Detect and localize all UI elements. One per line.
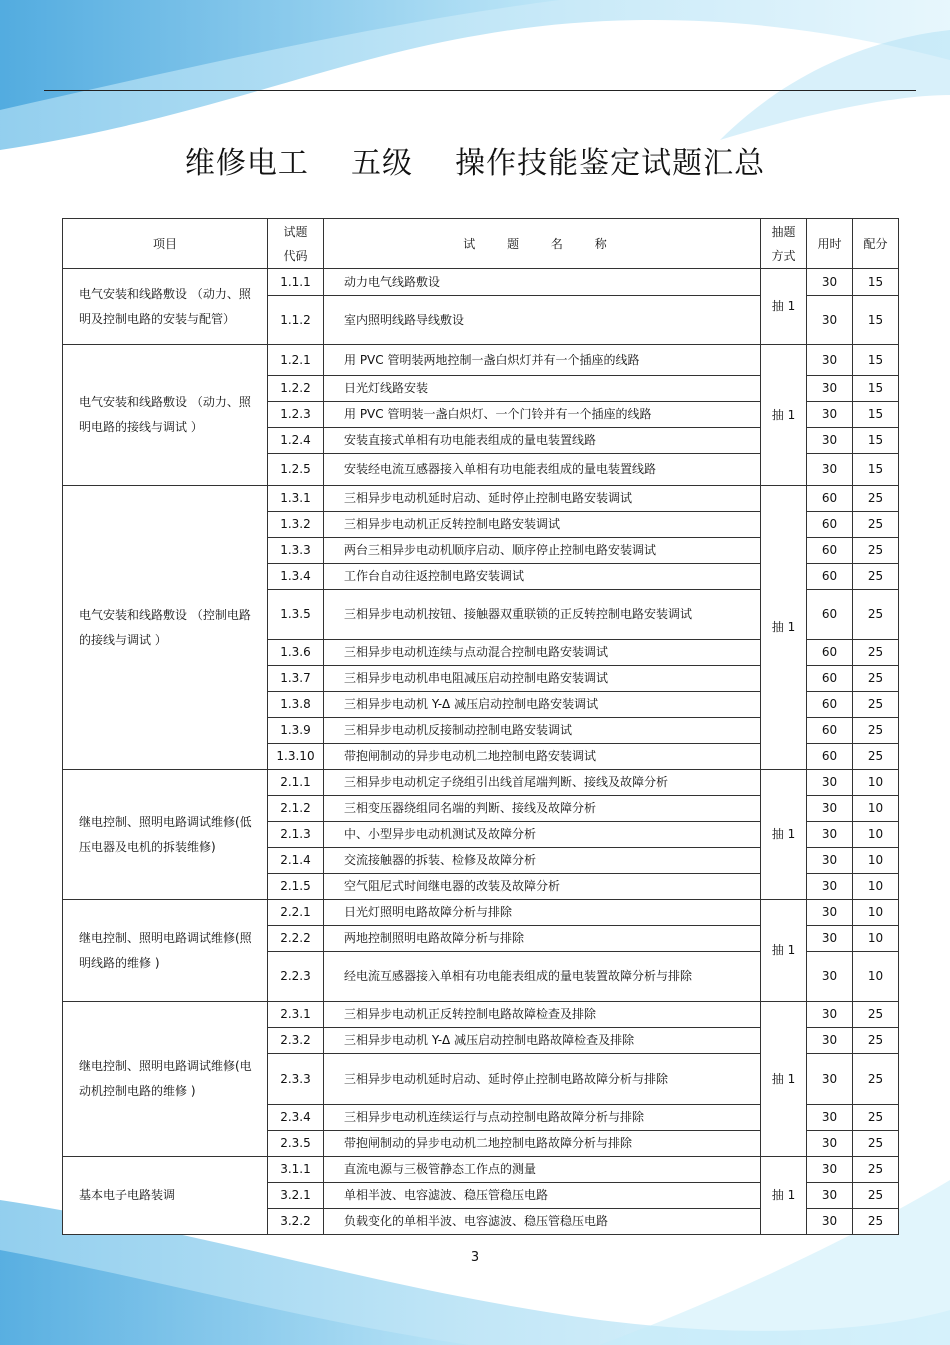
name-cell: 三相异步电动机连续与点动混合控制电路安装调试 <box>324 640 761 666</box>
category-cell: 继电控制、照明电路调试维修(照明线路的维修 ) <box>63 900 268 1002</box>
code-cell: 2.3.4 <box>268 1105 324 1131</box>
time-cell: 30 <box>807 1054 853 1105</box>
time-cell: 30 <box>807 848 853 874</box>
score-cell: 10 <box>853 926 899 952</box>
header-code-line1: 试题 <box>283 224 308 239</box>
table-row <box>63 1002 899 1028</box>
name-cell: 三相异步电动机定子绕组引出线首尾端判断、接线及故障分析 <box>324 770 761 796</box>
method-cell: 抽 1 <box>761 486 807 770</box>
time-cell: 60 <box>807 538 853 564</box>
category-cell: 电气安装和线路敷设 （控制电路的接线与调试 ） <box>63 486 268 770</box>
code-cell: 1.3.6 <box>268 640 324 666</box>
page-title: 维修电工 五级 操作技能鉴定试题汇总 <box>184 146 766 181</box>
header-code <box>268 219 324 269</box>
score-cell: 25 <box>853 1131 899 1157</box>
score-cell: 10 <box>853 770 899 796</box>
score-cell: 15 <box>853 428 899 454</box>
score-cell: 25 <box>853 590 899 640</box>
header-method-line2: 方式 <box>771 248 796 263</box>
name-cell: 安装经电流互感器接入单相有功电能表组成的量电装置线路 <box>324 454 761 486</box>
header-score: 配分 <box>853 219 899 269</box>
table-row <box>63 770 899 796</box>
time-cell: 30 <box>807 796 853 822</box>
header-method <box>761 219 807 269</box>
score-cell: 25 <box>853 538 899 564</box>
name-cell: 三相异步电动机 Y-Δ 减压启动控制电路故障检查及排除 <box>324 1028 761 1054</box>
code-cell: 3.2.2 <box>268 1209 324 1235</box>
code-cell: 2.1.2 <box>268 796 324 822</box>
time-cell: 30 <box>807 296 853 345</box>
code-cell: 2.2.1 <box>268 900 324 926</box>
name-cell: 三相异步电动机连续运行与点动控制电路故障分析与排除 <box>324 1105 761 1131</box>
score-cell: 25 <box>853 1054 899 1105</box>
method-cell: 抽 1 <box>761 345 807 486</box>
name-cell: 三相异步电动机按钮、接触器双重联锁的正反转控制电路安装调试 <box>324 590 761 640</box>
code-cell: 1.3.10 <box>268 744 324 770</box>
header-method-line1: 抽题 <box>771 224 796 239</box>
table-row <box>63 269 899 296</box>
table-header-row <box>63 219 899 269</box>
time-cell: 60 <box>807 512 853 538</box>
score-cell: 15 <box>853 376 899 402</box>
time-cell: 30 <box>807 874 853 900</box>
score-cell: 25 <box>853 1002 899 1028</box>
time-cell: 30 <box>807 1131 853 1157</box>
score-cell: 10 <box>853 900 899 926</box>
name-cell: 室内照明线路导线敷设 <box>324 296 761 345</box>
name-cell: 三相异步电动机正反转控制电路故障检查及排除 <box>324 1002 761 1028</box>
code-cell: 2.3.1 <box>268 1002 324 1028</box>
code-cell: 3.1.1 <box>268 1157 324 1183</box>
code-cell: 1.2.4 <box>268 428 324 454</box>
method-cell: 抽 1 <box>761 1002 807 1157</box>
score-cell: 25 <box>853 1028 899 1054</box>
table-row <box>63 900 899 926</box>
code-cell: 2.3.3 <box>268 1054 324 1105</box>
name-cell: 空气阻尼式时间继电器的改装及故障分析 <box>324 874 761 900</box>
code-cell: 1.3.1 <box>268 486 324 512</box>
score-cell: 15 <box>853 345 899 376</box>
score-cell: 25 <box>853 1105 899 1131</box>
code-cell: 1.1.1 <box>268 269 324 296</box>
code-cell: 2.1.5 <box>268 874 324 900</box>
code-cell: 1.2.1 <box>268 345 324 376</box>
score-cell: 15 <box>853 402 899 428</box>
code-cell: 2.3.2 <box>268 1028 324 1054</box>
time-cell: 30 <box>807 1105 853 1131</box>
time-cell: 30 <box>807 454 853 486</box>
code-cell: 1.3.2 <box>268 512 324 538</box>
name-cell: 动力电气线路敷设 <box>324 269 761 296</box>
time-cell: 30 <box>807 402 853 428</box>
name-cell: 三相异步电动机正反转控制电路安装调试 <box>324 512 761 538</box>
score-cell: 25 <box>853 486 899 512</box>
name-cell: 用 PVC 管明装两地控制一盏白炽灯并有一个插座的线路 <box>324 345 761 376</box>
time-cell: 30 <box>807 269 853 296</box>
name-cell: 三相异步电动机 Y-Δ 减压启动控制电路安装调试 <box>324 692 761 718</box>
category-cell: 基本电子电路装调 <box>63 1157 268 1235</box>
score-cell: 10 <box>853 822 899 848</box>
category-cell: 电气安装和线路敷设 （动力、照明及控制电路的安装与配管） <box>63 269 268 345</box>
name-cell: 直流电源与三极管静态工作点的测量 <box>324 1157 761 1183</box>
name-cell: 交流接触器的拆装、检修及故障分析 <box>324 848 761 874</box>
time-cell: 30 <box>807 428 853 454</box>
code-cell: 1.3.4 <box>268 564 324 590</box>
name-cell: 三相变压器绕组同名端的判断、接线及故障分析 <box>324 796 761 822</box>
name-cell: 三相异步电动机反接制动控制电路安装调试 <box>324 718 761 744</box>
name-cell: 安装直接式单相有功电能表组成的量电装置线路 <box>324 428 761 454</box>
exam-table <box>62 218 899 1235</box>
time-cell: 60 <box>807 590 853 640</box>
score-cell: 15 <box>853 296 899 345</box>
code-cell: 1.3.5 <box>268 590 324 640</box>
score-cell: 25 <box>853 744 899 770</box>
score-cell: 10 <box>853 874 899 900</box>
score-cell: 25 <box>853 564 899 590</box>
score-cell: 25 <box>853 1183 899 1209</box>
header-rule <box>44 90 916 91</box>
method-cell: 抽 1 <box>761 770 807 900</box>
time-cell: 30 <box>807 345 853 376</box>
table-row <box>63 486 899 512</box>
category-cell: 继电控制、照明电路调试维修(电动机控制电路的维修 ) <box>63 1002 268 1157</box>
time-cell: 30 <box>807 1157 853 1183</box>
name-cell: 三相异步电动机串电阻减压启动控制电路安装调试 <box>324 666 761 692</box>
time-cell: 30 <box>807 376 853 402</box>
score-cell: 10 <box>853 848 899 874</box>
time-cell: 30 <box>807 1183 853 1209</box>
time-cell: 30 <box>807 1028 853 1054</box>
score-cell: 10 <box>853 952 899 1002</box>
code-cell: 2.1.1 <box>268 770 324 796</box>
score-cell: 15 <box>853 454 899 486</box>
method-cell: 抽 1 <box>761 269 807 345</box>
name-cell: 单相半波、电容滤波、稳压管稳压电路 <box>324 1183 761 1209</box>
name-cell: 两地控制照明电路故障分析与排除 <box>324 926 761 952</box>
name-cell: 工作台自动往返控制电路安装调试 <box>324 564 761 590</box>
time-cell: 30 <box>807 900 853 926</box>
time-cell: 30 <box>807 1209 853 1235</box>
time-cell: 60 <box>807 564 853 590</box>
name-cell: 日光灯线路安装 <box>324 376 761 402</box>
score-cell: 25 <box>853 666 899 692</box>
score-cell: 25 <box>853 692 899 718</box>
header-name-text: 试 题 名 称 <box>463 236 621 251</box>
name-cell: 中、小型异步电动机测试及故障分析 <box>324 822 761 848</box>
code-cell: 1.3.7 <box>268 666 324 692</box>
code-cell: 2.2.3 <box>268 952 324 1002</box>
name-cell: 用 PVC 管明装一盏白炽灯、一个门铃并有一个插座的线路 <box>324 402 761 428</box>
code-cell: 1.2.2 <box>268 376 324 402</box>
score-cell: 15 <box>853 269 899 296</box>
score-cell: 25 <box>853 640 899 666</box>
code-cell: 3.2.1 <box>268 1183 324 1209</box>
code-cell: 1.1.2 <box>268 296 324 345</box>
table-row <box>63 345 899 376</box>
time-cell: 60 <box>807 718 853 744</box>
name-cell: 日光灯照明电路故障分析与排除 <box>324 900 761 926</box>
code-cell: 2.3.5 <box>268 1131 324 1157</box>
score-cell: 25 <box>853 718 899 744</box>
code-cell: 1.2.5 <box>268 454 324 486</box>
code-cell: 1.3.3 <box>268 538 324 564</box>
name-cell: 三相异步电动机延时启动、延时停止控制电路安装调试 <box>324 486 761 512</box>
name-cell: 经电流互感器接入单相有功电能表组成的量电装置故障分析与排除 <box>324 952 761 1002</box>
header-item: 项目 <box>63 219 268 269</box>
header-code-line2: 代码 <box>283 248 308 263</box>
time-cell: 60 <box>807 640 853 666</box>
page-number: 3 <box>470 1250 480 1265</box>
time-cell: 30 <box>807 770 853 796</box>
time-cell: 30 <box>807 822 853 848</box>
code-cell: 2.1.4 <box>268 848 324 874</box>
category-cell: 继电控制、照明电路调试维修(低压电器及电机的拆装维修) <box>63 770 268 900</box>
time-cell: 30 <box>807 952 853 1002</box>
name-cell: 负载变化的单相半波、电容滤波、稳压管稳压电路 <box>324 1209 761 1235</box>
time-cell: 60 <box>807 692 853 718</box>
score-cell: 10 <box>853 796 899 822</box>
header-time: 用时 <box>807 219 853 269</box>
score-cell: 25 <box>853 512 899 538</box>
time-cell: 60 <box>807 666 853 692</box>
table-row <box>63 1157 899 1183</box>
name-cell: 带抱闸制动的异步电动机二地控制电路故障分析与排除 <box>324 1131 761 1157</box>
name-cell: 三相异步电动机延时启动、延时停止控制电路故障分析与排除 <box>324 1054 761 1105</box>
method-cell: 抽 1 <box>761 900 807 1002</box>
name-cell: 两台三相异步电动机顺序启动、顺序停止控制电路安装调试 <box>324 538 761 564</box>
time-cell: 60 <box>807 486 853 512</box>
code-cell: 2.2.2 <box>268 926 324 952</box>
method-cell: 抽 1 <box>761 1157 807 1235</box>
score-cell: 25 <box>853 1157 899 1183</box>
category-cell: 电气安装和线路敷设 （动力、照明电路的接线与调试 ） <box>63 345 268 486</box>
score-cell: 25 <box>853 1209 899 1235</box>
header-name <box>324 219 761 269</box>
code-cell: 2.1.3 <box>268 822 324 848</box>
code-cell: 1.2.3 <box>268 402 324 428</box>
code-cell: 1.3.8 <box>268 692 324 718</box>
time-cell: 60 <box>807 744 853 770</box>
name-cell: 带抱闸制动的异步电动机二地控制电路安装调试 <box>324 744 761 770</box>
time-cell: 30 <box>807 926 853 952</box>
time-cell: 30 <box>807 1002 853 1028</box>
code-cell: 1.3.9 <box>268 718 324 744</box>
